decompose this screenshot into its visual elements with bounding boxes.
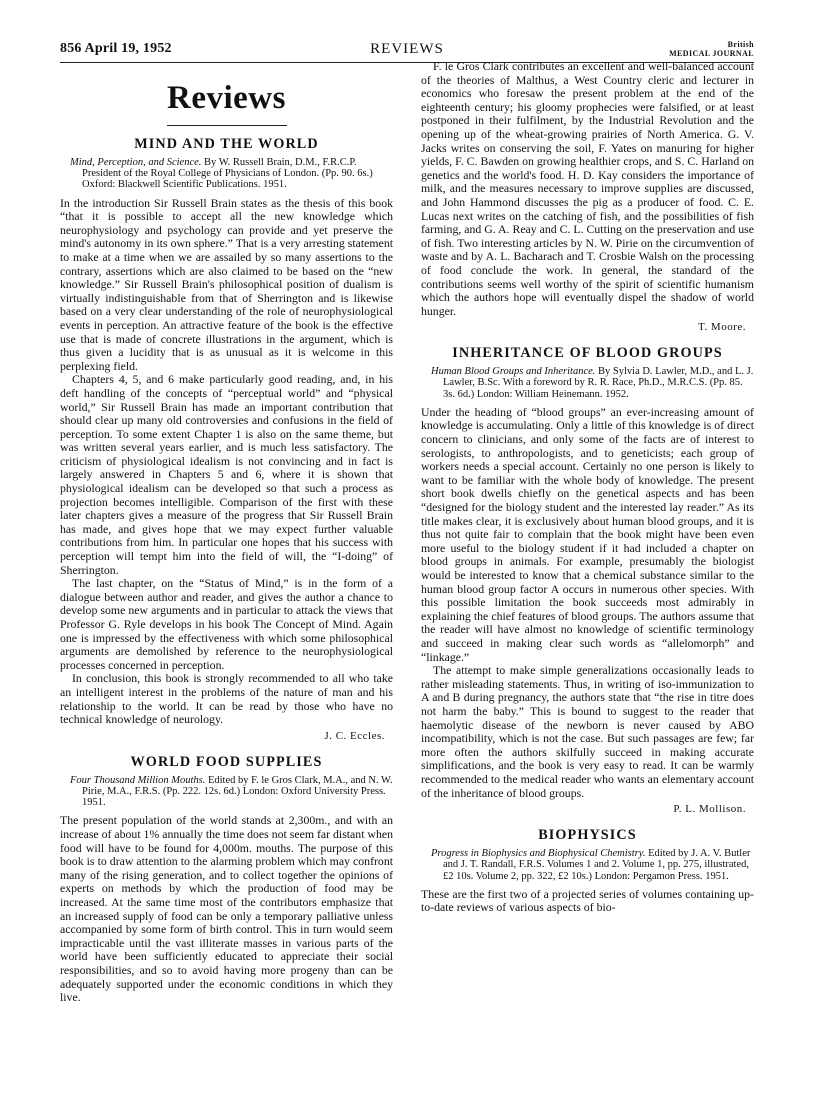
review-title: MIND AND THE WORLD [134, 136, 319, 152]
book-details: Edited by F. le Gros Clark, M.A., and N. W. Pirie, M.A., F.R.S. (Pp. 222. 12s. 6d.) London: Oxford University Press. 1951. [82, 774, 393, 809]
reviewer-signature: P. L. Mollison. [673, 803, 746, 816]
review-paragraph: In the introduction Sir Russell Brain states as the thesis of this book “that it is possible to accept all the new knowledge which neurophysiology and psychology can provide and yet preserve the mind's autonomy in its own sphere.” That is a very arresting statement to make at a time when we are assailed by so many assertions to the contrary, assertions which are also claimed to be based on the “new knowledge.” Sir Russell Brain's philosophical position of dualism is virtually indistinguishable from that of Sherrington and is likewise based on a very clear understanding of the role of neurophysiological events in perception. An attractive feature of the book is the effective use that is made of concrete illustrations in the argument, which is thus given a lucidity that is as unusual as it is welcome in this perplexing field. [60, 195, 393, 373]
review-mind-and-the-world [60, 136, 393, 742]
book-title: Mind, Perception, and Science. [70, 157, 202, 168]
review-biophysics [421, 827, 754, 915]
right-column [421, 60, 754, 915]
review-paragraph: F. le Gros Clark contributes an excellent and well-balanced account of the theories of Malthus, a West Country cleric and lecturer in economics who foresaw the present problem at the end of the eighteenth century; his gloomy prophecies were falsified, or at least postponed in their fulfilment, by the Industrial Revolution and the opening up of the wheat-growing prairies of North America. G. V. Jacks writes on conserving the soil, F. Yates on manuring for higher yields, F. C. Bawden on growing healthier crops, and S. C. Harland on genetics and the world's food. H. D. Kay considers the importance of milk, and the measures necessary to improve supplies are discussed, and John Hammond discusses the pig as a producer of food. C. E. Lucas next writes on the catching of fish, and the possibilities of fish farming, and G. A. Reay and C. L. Cutting on the preservation and use of fish. Two interesting articles by N. W. Pirie on the circumvention of waste and by A. L. Bacharach and T. Crosbie Walsh on the processing of food conclude the work. In general, the standard of the contributions seems well worthy of the spirit of scientific humanism which the authors hope will eventually dispel the shadow of world hunger. [421, 59, 754, 318]
review-paragraph: The present population of the world stands at 2,300m., and with an increase of about 1% annually the time does not seem far distant when food will have to be found for 4,000m. mouths. The purpose of this book is to draw attention to the alarming problem which may confront many of the rising generation, and to collect together the opinions of experts on methods by which the production of food may be increased. At the same time most of the contributors emphasize that an increased supply of food can be only a temporary palliative unless accompanied by some form of birth control. This in turn would seem impracticable until the vast illiterate masses in various parts of the world have been sufficiently educated to appreciate their social responsibilities, and so to avoid having more progeny than can be adequately supported under the economic conditions in which they live. [60, 813, 393, 1005]
journal-masthead [669, 40, 754, 58]
page-number-date: 856 April 19, 1952 [60, 41, 172, 56]
review-paragraph: Under the heading of “blood groups” an ever-increasing amount of knowledge is accumulating. Only a little of this knowledge is of direct concern to clinicians, and only some of the facts are of interest to serologists, to anthropologists, and to geneticists; each group of workers needs a special account. Certainly no one person is likely to want to be familiar with the whole body of knowledge. The present short book dwells chiefly on the genetical aspects and has been “designed for the biology student and the interested lay reader.” As its title makes clear, it is exclusively about human blood groups, and it is thus not quite fair to complain that the book might have been even more useful to the biology student if it had included a chapter on blood groups in animals. For example, presumably the biologist would be interested to know that a chemical substance similar to the human blood group factor A occurs in numerous other species. With this possible limitation the book succeeds most admirably in explaining the chief features of blood groups. The authors assume that the reader will have almost no knowledge of scientific terminology and succeed in making clear such words as “allelomorph” and “linkage.” [421, 404, 754, 664]
journal-name-line2: MEDICAL JOURNAL [669, 49, 754, 58]
section-title: Reviews [167, 80, 286, 116]
book-details: By Sylvia D. Lawler, M.D., and L. J. Lawler, B.Sc. With a foreword by R. R. Race, Ph.D., M.R.C.S. (Pp. 85. 3s. 6d.) London: William Heinemann. 1952. [443, 366, 754, 400]
book-details: By W. Russell Brain, D.M., F.R.C.P. President of the Royal College of Physicians of London. (Pp. 90. 6s.) Oxford: Blackwell Scientific Publications. 1951. [82, 157, 373, 191]
book-citation [60, 775, 393, 809]
review-title: BIOPHYSICS [538, 827, 637, 844]
review-paragraph: In conclusion, this book is strongly recommended to all who take an intelligent interest in the problems of the nature of man and his relationship to the world. It can be read by those who have no technical knowledge of neurology. [60, 671, 393, 727]
review-inheritance-of-blood-groups [421, 345, 754, 815]
review-world-food-supplies-continued [421, 60, 754, 333]
book-title: Human Blood Groups and Inheritance. [431, 366, 596, 378]
reviewer-signature: J. C. Eccles. [324, 729, 385, 742]
review-paragraph: The last chapter, on the “Status of Mind,” is in the form of a dialogue between author and reader, and gives the author a chance to develop some new arguments and in particular to attack the views that Professor G. Ryle develops in his book The Concept of Mind. Again one is impressed by the effectiveness with which some philosophical arguments are demolished by reference to the neurophysiological processes concerned in perception. [60, 576, 393, 672]
book-citation [60, 157, 393, 191]
section-title-rule [167, 125, 287, 126]
review-title: INHERITANCE OF BLOOD GROUPS [452, 345, 723, 362]
review-paragraph: The attempt to make simple generalizations occasionally leads to rather misleading statements. Thus, in writing of iso-immunization to A and B during pregnancy, the authors state that “the rise in titre does not harm the baby.” This is bound to suggest to the reader that haemolytic disease of the newborn is never caused by ABO incompatibility, which is not the case. But such passages are few; far more often the authors skilfully succeed in making accurate simplifications, and the book is very easy to read. It can be warmly recommended to the medical reader who wants an elementary account of the inheritance of blood groups. [421, 663, 754, 800]
book-citation [421, 848, 754, 882]
running-section-title: REVIEWS [370, 41, 444, 57]
left-column [60, 68, 393, 1005]
review-paragraph: These are the first two of a projected series of volumes containing up-to-date reviews of various aspects of bio- [421, 886, 754, 915]
book-title: Progress in Biophysics and Biophysical Chemistry. [431, 848, 646, 860]
review-title: WORLD FOOD SUPPLIES [130, 753, 323, 770]
reviewer-signature: T. Moore. [698, 321, 746, 334]
journal-name-line1: British [727, 40, 754, 49]
review-paragraph: Chapters 4, 5, and 6 make particularly good reading, and, in his deft handling of the concepts of “perceptual world” and “physical world,” Sir Russell Brain has made an important contribution that should clear up many old controversies and confusions in the field of perception. To some extent Chapter 1 is also on the same theme, but was written several years earlier, and is much less satisfactory. The criticism of physiological idealism is not convincing and in fact is largely answered in Chapters 5 and 6, where it is shown that physiological idealism can be developed so that such a process as projection becomes intelligible. Comparison of the first with these later chapters gives a measure of the progress that Sir Russell Brain has made, and gives hope that we may expect further valuable contributions from him. In particular one hopes that his success with perception will tempt him into the field of will, the “I-doing” of Sherrington. [60, 372, 393, 577]
book-citation [421, 366, 754, 400]
book-details: Edited by J. A. V. Butler and J. T. Randall, F.R.S. Volumes 1 and 2. Volume 1, pp. 275, illustrated, £2 10s. Volume 2, pp. 322, £2 10s.) London: Pergamon Press. 1951. [443, 848, 751, 882]
review-world-food-supplies [60, 754, 393, 1005]
book-title: Four Thousand Million Mouths. [70, 774, 206, 786]
